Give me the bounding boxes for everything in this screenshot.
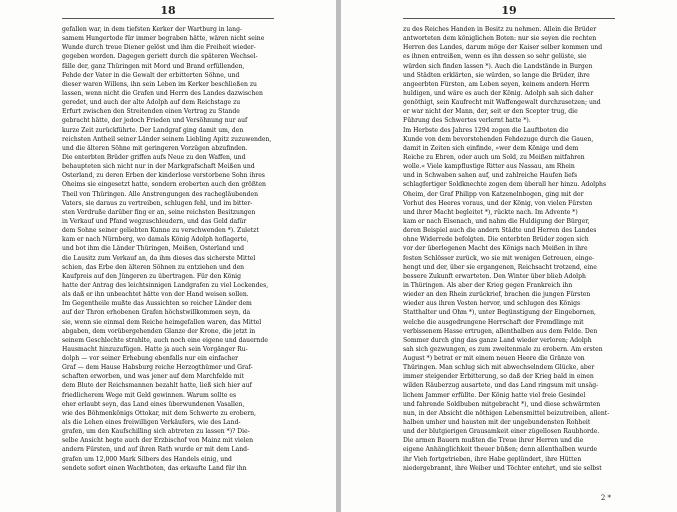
text-line: und Städten erklärten, sie würden, so lange die Brüder, ihre [403,71,590,79]
text-line: kam er nach Eisenach, und nahm die Huldigung der Bürger, [403,217,590,225]
text-line: grafen um 12,000 Mark Silbers des Handels einig, und [62,455,232,463]
text-line: wilden Räuberzug ausartete, und das Land ringsum mit unsäg- [403,382,599,390]
text-line: er war nicht der Mann, der, seit er den Scepter trug, die [403,108,578,116]
text-line: Führung des Schwertes verlernt hatte *). [403,117,531,125]
text-line: schlagfertiger Soldknechte zogen dem überall her hinzu. Adolphs [403,181,607,189]
text-line: kam er nach Nürnberg, wo damals König Adolph hoflagerte, [62,236,249,244]
text-line: abgaben, dem vorübergehenden Glanze der Krone, die jetzt in [62,327,256,335]
text-line: ohne Widerrede befolgten. Die enterbten Brüder zogen sich [403,236,589,244]
text-line: Fehde der Vater in die Gewalt der erbitterten Söhne, und [62,71,240,79]
text-line: als daß er ihn unbeachtet hätte von der Hand weisen sollen. [62,291,249,299]
text-line: Herren des Landes, darum möge der Kaiser selber kommen und [403,44,603,52]
text-line: und ihrer Macht begleitet *), rückte nach. Im Advente *) [403,208,578,216]
text-line: vor der überlegenen Macht des Königs nach Meißen in ihre [403,245,588,253]
text-line: lassen, wenn nicht die Grafen und Herrn des Landes dazwischen [62,89,263,97]
text-line: selbe Ansicht hegte auch der Erzbischof von Mainz mit vielen [62,437,254,445]
text-line: seinem Geschlechte strahlte, auch noch eine eigene und dauernde [62,336,269,344]
text-line: wieder an den Rhein zurückrief, brachen die jungen Fürsten [403,291,591,299]
text-line: friedlicherem Wege mit Geld gewinnen. Warum sollte es [62,391,237,399]
page-number: 19 [501,4,517,17]
text-line: Sommer durch ging das ganze Land wieder verloren; Adolph [403,336,592,344]
text-line: und die älteren Söhne mit geringeren Vorzügen abzufinden. [62,144,248,152]
text-line: behaupteten sich nicht nur in der Markgrafschaft Meißen und [62,163,255,171]
text-line: lichem Jammer erfüllte. Der König hatte viel freie Gesindel [403,391,586,399]
text-line: Vorhut des Heeres voraus, und der König, von vielen Fürsten [403,199,593,207]
text-line: August *) betrat er mit einem neuen Heere die Gränze von [403,355,585,363]
text-line: andern Fürsten, und auf ihren Rath wurde er mit dem Land- [62,446,250,454]
text-line: Im Gegentheile mußte das Aussichten so reicher Länder dem [62,300,252,308]
text-line: hengt und der, über sie ergangenen, Reichsacht trotzend, eine [403,263,597,271]
text-line: Oheim, der Graf Philipp von Katzenelnbogen, ging mit der [403,190,584,198]
text-line: damit in Zeiten sich einfinde, »wer dem Könige und dem [403,144,579,152]
text-line: wieder aus ihren Vesten hervor, und schlugen des Königs [403,300,581,308]
signature-mark: 2 * [600,494,611,502]
text-line: Graf — dem Hause Habsburg reiche Herzogthümer und Graf- [62,364,253,372]
text-line: eigene Anhänglichkeit theuer büßen; denn allenthalben wurde [403,446,598,454]
text-line: antworteten dem königlichen Boten: nur sie seyen die rechten [403,35,597,43]
text-line: Oheims sie eingesetzt hatte, sondern eroberten auch den größten [62,181,266,189]
text-line: grafen, um den Kaufschilling sich abtreten zu lassen *)? Die- [62,428,250,436]
text-line: sendete sofort einen Wachtboten, das erkaufte Land für ihn [62,464,247,472]
text-line: schaften erworben, und was jener auf dem Marchfelde mit [62,373,244,381]
text-line: in Thüringen. Als aber der Krieg gegen Frankreich ihn [403,281,573,289]
text-line: genöthigt, sein Kaufrecht mit Waffengewalt durchzusetzen; und [403,99,601,107]
text-line: geredet, und auch der alte Adolph auf dem Reichstage zu [62,99,241,107]
text-line: und der blutgierigen Grausamkeit einer zügellosen Raubhorde. [403,428,600,436]
text-line: sah sich gezwungen, es zum zweitenmale zu erobern. Am ersten [403,345,603,353]
text-line: ihr Vieh fortgetrieben, ihre Habe geplündert, ihre Hütten [403,455,582,463]
text-line: Hausmacht hinzuzufügen. Hatte ja auch sein Vorgänger Ru- [62,345,248,353]
text-line: dieser waren Willens, ihn sein Leben im Kerker beschließen zu [62,80,257,88]
text-line: gebracht hätte, der jedoch Frieden und Versöhnung nur auf [62,117,248,125]
text-line: zu des Reiches Handen in Besitz zu nehmen. Allein die Brüder [403,26,597,33]
text-line: Erfurt zwischen den Streitenden einen Vertrag zu Stande [62,108,240,116]
text-line: gegeben worden. Dagegen geriett durch die späteren Wechsel- [62,53,258,61]
text-line: Kaufpreis auf den Jüngeren zu übertragen. Für den König [62,272,242,280]
text-line: und in Schwaben sahen auf, und zahlreiche Haufen liefs [403,172,578,180]
header-rule [403,18,615,19]
text-line: gefallen war, in dem tiefsten Kerker der Wartburg in lang- [62,26,243,33]
text-line: halben umher und hausten mit der ungebundensten Rohheit [403,419,591,427]
text-line: wie des Böhmenkönigs Ottokar, mit dem Schwerte zu erobern, [62,409,256,417]
text-line: dem Blute der Reichsmannen bezahlt hatte, ließ sich hier auf [62,382,252,390]
text-line: in Verkauf und Pfand wegzuschleudern, und das Geld dafür [62,217,247,225]
text-line: auf der Thron erhobenen Grafen höchstwillkommen seyn, da [62,309,251,317]
text-line: Die enterbten Brüder griffen aufs Neue zu den Waffen, und [62,153,246,161]
text-line: nun, in der Absicht die nöthigen Lebensmittel beizutreiben, allent- [403,409,610,417]
text-line: wolle.« Viele kampflustige Ritter aus Nassau, am Rhein [403,163,575,171]
text-line: Thüringen. Man schlug sich mit abwechselndem Glücke, aber [403,364,595,372]
text-line: sie, wenn sie einmal dem Reiche heimgefallen waren, das Mittel [62,318,262,326]
text-line: und fahrende Soldbuben mitgebracht *), und diese schwärmten [403,400,601,408]
text-line: schien, das Erbe den älteren Söhnen zu entziehen und den [62,263,245,271]
text-line: und bot ihm die Länder Thüringen, Meißen, Osterland und [62,245,245,253]
text-line: deren Beispiel auch die andern Städte und Herren des Landes [403,227,597,235]
text-line: würden sich finden lassen *). Auch die Landstände in Burgen [403,62,593,70]
text-line: samem Hungertode für immer begraben hätte, wären nicht seine [62,35,265,43]
text-line: als die Lehen eines freiwilligen Verkäufers, wie des Land- [62,419,241,427]
text-line: Statthalter und Ohm *), unter Begünstigung der Eingebornen, [403,309,596,317]
text-line: sten Verdruße darüber fing er an, seine reichsten Besitzungen [62,208,256,216]
text-line: Wunde durch treue Diener gelöst und ihm die Freiheit wieder- [62,44,256,52]
text-line: Theil von Thüringen. Alle Anstrengungen des rachegläubenden [62,190,259,198]
page-body [62,25,276,473]
text-line: reichsten Antheil seiner Länder seinem Liebling Apitz zuzuwenden, [62,135,272,143]
text-line: welche die ausgedrungene Herrschaft der Fremdlinge mit [403,318,584,326]
left-page [0,0,336,512]
text-line: immer steigender Erbitterung, so daß der Krieg bald in einen [403,373,594,381]
text-line: die Lausitz zum Verkauf an, da ihm dieses das sicherste Mittel [62,254,256,262]
text-line: eher erlaubt seyn, das Land eines überwundenen Vasallen, [62,400,245,408]
text-line: Vaters, sie daraus zu vertreiben, schlugen fehl, und im bitter- [62,199,253,207]
page-number: 18 [160,4,176,17]
text-line: festen Schlösser zurück, wo sie mit wenigen Getreuen, einge- [403,254,595,262]
text-line: hatte der Antrag des leichtsinnigen Landgrafen zu viel Lockendes, [62,281,269,289]
text-line: verbissenem Hasse ertrugen, allenthalben aus dem Felde. Den [403,327,598,335]
text-line: Im Herbste des Jahres 1294 zogen die Lauftboten die [403,126,569,134]
text-line: huldigen, und wäre es auch der König. Adolph sah sich daher [403,89,594,97]
header-rule [62,18,274,19]
text-line: niedergebrannt, ihre Weiber und Töchter entehrt, und sie selbst [403,464,602,472]
text-line: kurze Zeit zurückführte. Der Landgraf ging damit um, den [62,126,244,134]
right-page [341,0,677,512]
text-line: bessere Zukunft erwarteten. Den Winter über blieb Adolph [403,272,586,280]
text-line: Reiche zu Ehren, oder auch um Sold, zu Meißen mitfahren [403,153,585,161]
text-line: angeerbten Fürsten, am Leben seyen, keinem andern Herrn [403,80,590,88]
text-line: Kunde von dem bevorstehenden Fehdezuge durch die Gauen, [403,135,594,143]
text-line: Osterland, zu deren Erben der kinderlose verstorbene Sohn ihres [62,172,265,180]
text-line: Die armen Bauern mußten die Treue ihrer Herren und die [403,437,584,445]
text-line: dolph — vor seiner Erhebung ebenfalls nur ein einfacher [62,355,239,363]
page-body [403,25,617,473]
text-line: dem Sohne seiner geliebten Kunne zu verschwenden *). Zuletzt [62,227,259,235]
text-line: es ihnen entreißen, wenn es ihn dessen so sehr gelüste, sie [403,53,587,61]
text-line: fälle der, ganz Thüringen mit Mord und Brand erfüllenden, [62,62,245,70]
